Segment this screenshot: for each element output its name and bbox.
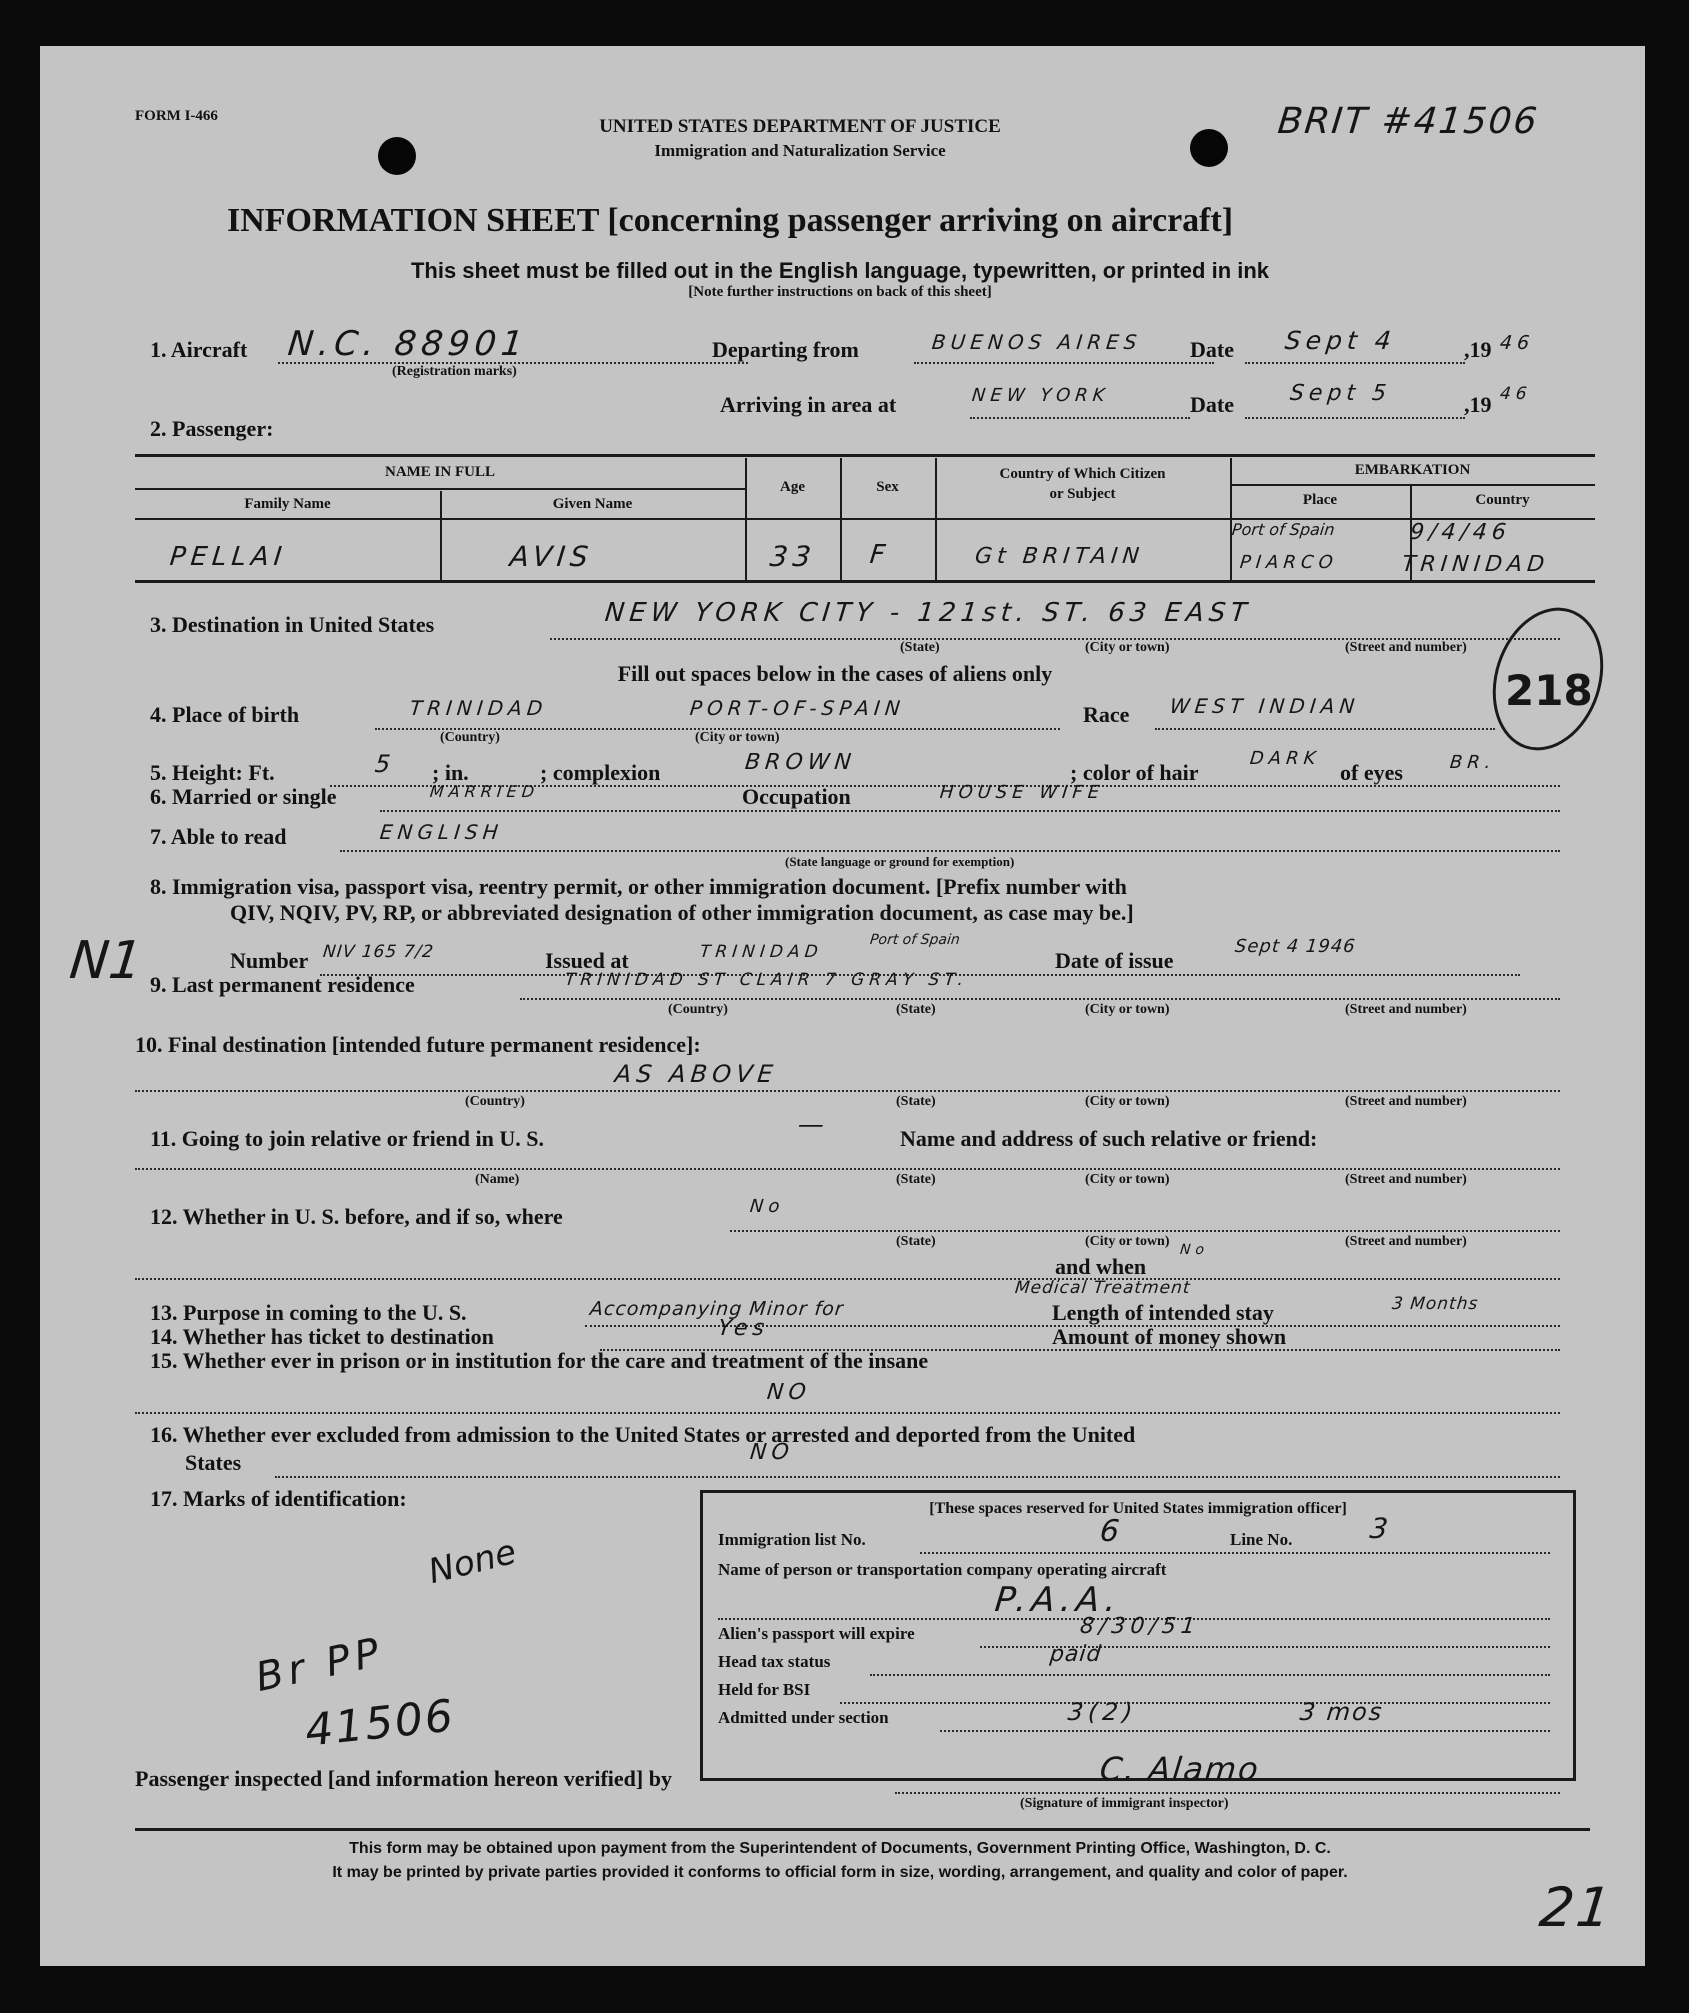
form-number: FORM I-466 [135,108,218,124]
final-destination-label: 10. Final destination [intended future permanent residence]: [135,1032,701,1057]
embarkation-country-header: Country [1475,492,1530,508]
stay-label: Length of intended stay [1052,1300,1274,1325]
arriving-label: Arriving in area at [720,392,897,417]
sex-value[interactable]: F [868,540,892,570]
issued-note[interactable]: Port of Spain [869,932,961,948]
operator-value[interactable]: P.A.A. [992,1580,1124,1620]
document-line1: 8. Immigration visa, passport visa, reentry permit, or other immigration document. [Prefix number with [150,874,1127,899]
relative-street-caption: (Street and number) [1345,1172,1467,1187]
document-line2: QIV, NQIV, PV, RP, or abbreviated designation of other immigration document, as case may be.] [230,900,1134,925]
when-label: and when [1055,1254,1147,1279]
embarkation-header: EMBARKATION [1354,462,1471,478]
list-value[interactable]: 6 [1098,1514,1126,1549]
aliens-heading: Fill out spaces below in the cases of aliens only [617,661,1053,686]
race-value[interactable]: WEST INDIAN [1168,694,1361,718]
height-label: 5. Height: Ft. [150,760,275,785]
issue-date-label: Date of issue [1055,948,1174,973]
embarkation-place-line2[interactable]: PIARCO [1238,552,1339,573]
relative-city-caption: (City or town) [1085,1172,1170,1187]
race-label: Race [1083,702,1130,727]
tax-line [870,1674,1550,1676]
file-number-note: BRIT #41506 [1275,101,1541,142]
section-note[interactable]: 3 mos [1298,1698,1385,1726]
given-name-header: Given Name [552,496,633,512]
arriving-value[interactable]: NEW YORK [970,385,1111,406]
table-header-rule [135,518,1595,520]
file-note-line1: Br PP [251,1629,389,1701]
complexion-value[interactable]: BROWN [743,750,858,775]
hair-label: ; color of hair [1070,760,1199,785]
given-name-value[interactable]: AVIS [508,540,595,573]
table-top-rule [135,454,1595,457]
passport-value[interactable]: 8/30/51 [1078,1614,1202,1639]
arrival-year-prefix: ,19 [1464,392,1492,417]
bsi-line [840,1702,1550,1704]
arriving-line [970,417,1190,419]
eyes-value[interactable]: BR. [1448,752,1497,773]
read-caption: (State language or ground for exemption) [785,854,1015,869]
arrival-date-value[interactable]: Sept 5 [1288,381,1393,406]
departing-label: Departing from [712,337,859,362]
destination-street-caption: (Street and number) [1345,640,1467,655]
table-subrule [135,488,745,490]
form-instruction: This sheet must be filled out in the English language, typewritten, or printed in ink [410,258,1270,283]
age-value[interactable]: 33 [768,540,818,573]
embarkation-country-line1[interactable]: 9/4/46 [1408,520,1513,545]
document-number-label: Number [230,948,309,973]
purpose-value-above[interactable]: Medical Treatment [1013,1278,1192,1298]
previous-visit-line [730,1230,1560,1232]
last-residence-state-caption: (State) [896,1002,936,1017]
year-prefix: ,19 [1464,337,1492,362]
marital-line [380,810,1560,812]
table-subrule [1230,484,1595,486]
join-relative-label: 11. Going to join relative or friend in U. S. [150,1126,544,1151]
last-residence-street-caption: (Street and number) [1345,1002,1467,1017]
section-line [940,1730,1550,1732]
feet-value[interactable]: 5 [373,750,397,778]
relative-state-caption: (State) [896,1172,936,1187]
embarkation-place-line1[interactable]: Port of Spain [1231,520,1336,539]
bsi-label: Held for BSI [718,1680,811,1699]
departing-value[interactable]: BUENOS AIRES [930,330,1143,354]
footer-rule [135,1828,1590,1831]
destination-label: 3. Destination in United States [150,612,435,637]
prison-label: 15. Whether ever in prison or in institution for the care and treatment of the insane [150,1348,929,1373]
when-value[interactable]: No [1179,1242,1210,1258]
issued-value[interactable]: TRINIDAD [698,942,824,962]
prison-value[interactable]: NO [765,1380,813,1405]
aircraft-label: 1. Aircraft [150,337,248,362]
footer-line1: This form may be obtained upon payment from the Superintendent of Documents, Government Printing Office, Washington, D. C. [349,1840,1331,1857]
signature-line [895,1792,1560,1794]
final-destination-value[interactable]: AS ABOVE [613,1060,780,1088]
citizenship-value[interactable]: Gt BRITAIN [973,544,1146,569]
footer-line2: It may be printed by private parties provided it conforms to official form in size, wording, arrangement, and quality and color of paper. [332,1864,1348,1881]
ticket-value[interactable]: Yes [716,1316,771,1341]
family-name-value[interactable]: PELLAI [168,542,289,572]
arrival-year-value[interactable]: 46 [1498,384,1533,404]
department-name: UNITED STATES DEPARTMENT OF JUSTICE [599,116,1001,137]
year-value[interactable]: 46 [1498,332,1536,354]
last-residence-line [520,998,1560,1000]
ticket-label: 14. Whether has ticket to destination [150,1324,494,1349]
citizenship-header-line2: or Subject [1049,486,1116,502]
destination-value[interactable]: NEW YORK CITY - 121st. ST. 63 EAST [603,598,1253,628]
final-city-caption: (City or town) [1085,1094,1170,1109]
passenger-label: 2. Passenger: [150,416,274,441]
excluded-line2: States [185,1450,242,1475]
race-line [1155,728,1495,730]
embarkation-country-line2[interactable]: TRINIDAD [1400,552,1551,577]
previous-visit-street-caption: (Street and number) [1345,1234,1467,1249]
when-line [135,1278,1560,1280]
previous-visit-value[interactable]: No [748,1196,786,1217]
read-value[interactable]: ENGLISH [378,820,505,844]
citizenship-header-line1: Country of Which Citizen [999,466,1166,482]
margin-note-n1: N1 [66,931,146,991]
occupation-value[interactable]: HOUSE WIFE [938,782,1106,803]
previous-visit-state-caption: (State) [896,1234,936,1249]
line-label: Line No. [1230,1530,1293,1549]
last-residence-label: 9. Last permanent residence [150,972,415,997]
birthplace-label: 4. Place of birth [150,702,300,727]
embarkation-place-header: Place [1302,492,1338,508]
final-destination-line [135,1090,1560,1092]
age-header: Age [780,479,805,495]
excluded-line1: 16. Whether ever excluded from admission to the United States or arrested and deported from the United [150,1422,1136,1447]
hair-value[interactable]: DARK [1248,748,1322,769]
list-label: Immigration list No. [718,1530,866,1549]
birth-city-caption: (City or town) [695,730,780,745]
form-title: INFORMATION SHEET [concerning passenger arriving on aircraft] [227,202,1234,239]
birth-country-value[interactable]: TRINIDAD [408,696,549,720]
section-label: Admitted under section [718,1708,889,1727]
family-name-header: Family Name [244,496,331,512]
final-street-caption: (Street and number) [1345,1094,1467,1109]
purpose-value[interactable]: Accompanying Minor for [588,1298,845,1320]
stay-value[interactable]: 3 Months [1390,1294,1480,1314]
occupation-label: Occupation [742,784,851,809]
final-state-caption: (State) [896,1094,936,1109]
excluded-line [275,1476,1560,1478]
issue-date-value[interactable]: Sept 4 1946 [1233,936,1357,957]
date-label: Date [1190,337,1234,362]
inspector-signature[interactable]: C. Alamo [1098,1750,1262,1788]
eyes-label: of eyes [1340,760,1403,785]
departing-line [914,362,1214,364]
section-value[interactable]: 3(2) [1066,1698,1139,1726]
destination-state-caption: (State) [900,640,940,655]
form-sheet [40,46,1645,1966]
page-number: 21 [1536,1876,1617,1939]
service-name: Immigration and Naturalization Service [654,141,946,160]
inspection-label: Passenger inspected [and information hereon verified] by [135,1766,672,1791]
birth-country-caption: (Country) [440,730,500,745]
complexion-label: ; complexion [540,760,661,785]
money-label: Amount of money shown [1052,1324,1287,1349]
name-in-full-header: NAME IN FULL [384,464,495,480]
tax-label: Head tax status [718,1652,831,1671]
inches-label: ; in. [432,760,469,785]
form-note: [Note further instructions on back of this sheet] [688,284,992,300]
arrival-date-label: Date [1190,392,1234,417]
tax-value[interactable]: paid [1048,1642,1103,1667]
aircraft-value[interactable]: N.C. 88901 [285,324,530,364]
excluded-value[interactable]: NO [748,1440,796,1465]
document-number-value[interactable]: NIV 165 7/2 [321,942,436,962]
identification-label: 17. Marks of identification: [150,1486,407,1511]
last-residence-city-caption: (City or town) [1085,1002,1170,1017]
officer-box-header: [These spaces reserved for United States immigration officer] [929,1500,1347,1517]
marital-label: 6. Married or single [150,784,337,809]
final-country-caption: (Country) [465,1094,525,1109]
last-residence-value[interactable]: TRINIDAD ST CLAIR 7 GRAY ST. [563,970,970,990]
arrival-date-line [1245,417,1465,419]
destination-city-caption: (City or town) [1085,640,1170,655]
identification-value[interactable]: None [424,1531,521,1593]
join-relative-value[interactable]: — [796,1110,831,1140]
operator-label: Name of person or transportation company operating aircraft [718,1560,1167,1579]
relative-name-label: Name and address of such relative or friend: [900,1126,1318,1151]
table-bottom-rule [135,580,1595,583]
relative-name-caption: (Name) [475,1172,520,1187]
passport-label: Alien's passport will expire [718,1624,915,1643]
prison-line [135,1412,1560,1414]
date-line [1245,362,1465,364]
marital-value[interactable]: MARRIED [429,782,541,801]
read-label: 7. Able to read [150,824,287,849]
signature-caption: (Signature of immigrant inspector) [1020,1796,1229,1811]
previous-visit-label: 12. Whether in U. S. before, and if so, where [150,1204,563,1229]
line-value[interactable]: 3 [1368,1512,1395,1545]
list-line [920,1552,1550,1554]
birth-city-value[interactable]: PORT-OF-SPAIN [688,696,907,720]
last-residence-country-caption: (Country) [668,1002,728,1017]
issued-label: Issued at [545,948,629,973]
purpose-label: 13. Purpose in coming to the U. S. [150,1300,467,1325]
sex-header: Sex [876,479,899,495]
read-line [340,850,1560,852]
date-value[interactable]: Sept 4 [1283,326,1398,355]
relative-line [135,1168,1560,1170]
margin-number: 218 [1505,666,1593,715]
previous-visit-city-caption: (City or town) [1085,1234,1170,1249]
file-note-line2: 41506 [302,1690,458,1757]
registration-caption: (Registration marks) [392,364,517,379]
margin-circle [1475,593,1621,765]
